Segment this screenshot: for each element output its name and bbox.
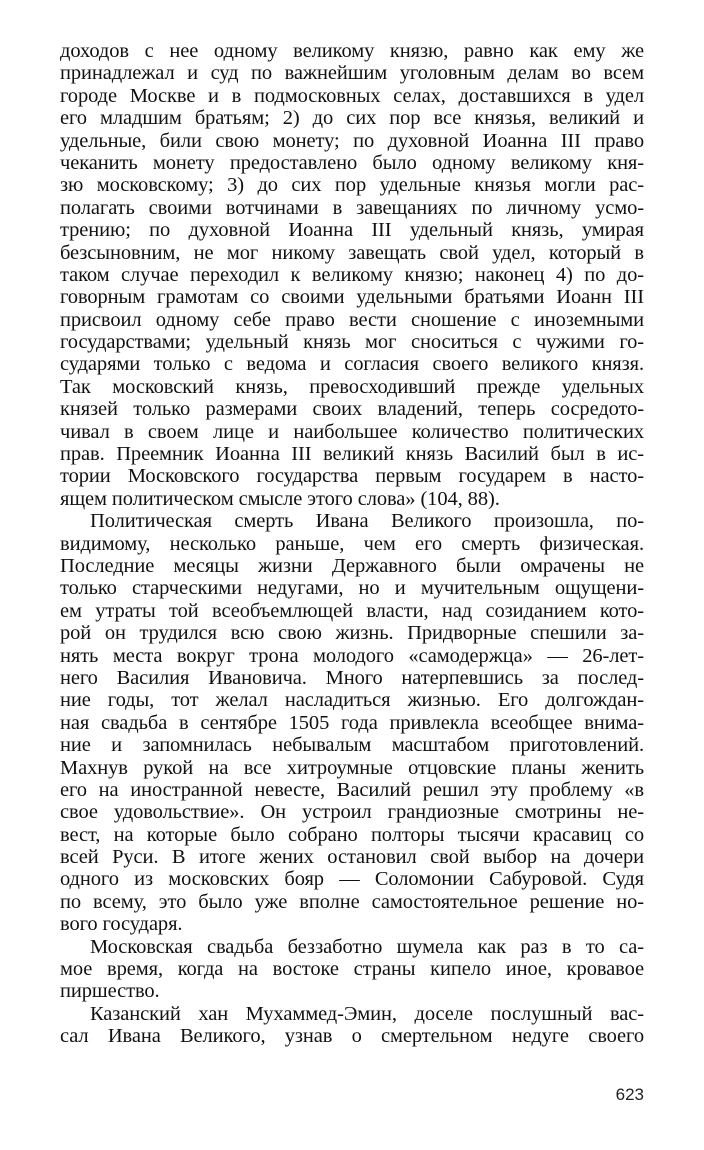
text-line: удельные, били свою монету; по духовной Иоанна III право bbox=[60, 129, 644, 152]
text-line: говорным грамотам со своими удельными братьями Иоанн III bbox=[60, 286, 644, 309]
text-line: полагать своими вотчинами в завещаниях по личному усмо- bbox=[60, 196, 644, 219]
text-line: ящем политическом смысле этого слова» (104, 88). bbox=[60, 487, 500, 510]
text-line: видимому, несколько раньше, чем его смерть физическая. bbox=[60, 532, 644, 555]
text-line: ная свадьба в сентябре 1505 года привлекла всеобщее внима- bbox=[60, 711, 644, 734]
text-line: него Василия Ивановича. Много натерпевшись за послед- bbox=[60, 666, 644, 689]
text-line: Московская свадьба беззаботно шумела как раз в то са- bbox=[90, 935, 644, 958]
text-line: свое удовольствие». Он устроил грандиозные смотрины не- bbox=[60, 801, 644, 824]
text-line: сал Ивана Великого, узнав о смертельном недуге своего bbox=[60, 1025, 644, 1048]
text-line: ние и запомнилась небывалым масштабом приготовлений. bbox=[60, 734, 644, 757]
text-line: нять места вокруг трона молодого «самодержца» — 26-лет- bbox=[60, 644, 644, 667]
text-line: всей Руси. В итоге жених остановил свой выбор на дочери bbox=[60, 846, 644, 869]
text-line: князей только размерами своих владений, теперь сосредото- bbox=[60, 398, 644, 421]
text-line: пиршество. bbox=[60, 980, 160, 1003]
text-line: Так московский князь, превосходивший прежде удельных bbox=[60, 375, 644, 398]
text-line: его младшим братьям; 2) до сих пор все князья, великий и bbox=[60, 107, 644, 130]
text-line: чивал в своем лице и наибольшее количество политических bbox=[60, 420, 644, 443]
text-line: рой он трудился всю свою жизнь. Придворные спешили за- bbox=[60, 622, 644, 645]
text-line: Политическая смерть Ивана Великого произошла, по- bbox=[90, 510, 644, 533]
text-line: вест, на которые было собрано полторы тысячи красавиц со bbox=[60, 823, 644, 846]
text-line: доходов с нее одному великому князю, равно как ему же bbox=[60, 40, 644, 62]
text-line: ние годы, тот желал насладиться жизнью. Его долгождан- bbox=[60, 689, 644, 712]
text-line: его на иностранной невесте, Василий решил эту проблему «в bbox=[60, 778, 644, 801]
text-line: таком случае переходил к великому князю; наконец 4) по до- bbox=[60, 263, 644, 286]
text-line: ем утраты той всеобъемлющей власти, над созиданием кото- bbox=[60, 599, 644, 622]
text-block bbox=[60, 40, 644, 1048]
text-line: присвоил одному себе право вести сношение с иноземными bbox=[60, 308, 644, 331]
text-line: сударями только с ведома и согласия своего великого князя. bbox=[60, 353, 644, 376]
text-line: только старческими недугами, но и мучительным ощущени- bbox=[60, 577, 644, 600]
text-line: мое время, когда на востоке страны кипело иное, кровавое bbox=[60, 958, 644, 981]
text-line: Махнув рукой на все хитроумные отцовские планы женить bbox=[60, 756, 644, 779]
text-line: принадлежал и суд по важнейшим уголовным делам во всем bbox=[60, 62, 644, 85]
text-line: одного из московских бояр — Соломонии Сабуровой. Судя bbox=[60, 868, 644, 891]
text-line: чеканить монету предоставлено было одному великому кня- bbox=[60, 151, 644, 174]
text-line: зю московскому; 3) до сих пор удельные князья могли рас- bbox=[60, 174, 644, 197]
page-number: 623 bbox=[615, 1085, 644, 1104]
text-line: Казанский хан Мухаммед-Эмин, доселе послушный вас- bbox=[90, 1002, 644, 1025]
text-line: Последние месяцы жизни Державного были омрачены не bbox=[60, 554, 644, 577]
text-line: по всему, это было уже вполне самостоятельное решение но- bbox=[60, 890, 644, 913]
text-line: вого государя. bbox=[60, 913, 183, 936]
text-line: трению; по духовной Иоанна III удельный князь, умирая bbox=[60, 219, 644, 242]
text-line: городе Москве и в подмосковных селах, доставшихся в удел bbox=[60, 84, 644, 107]
text-line: тории Московского государства первым государем в насто- bbox=[60, 465, 644, 488]
text-line: государствами; удельный князь мог сноситься с чужими го- bbox=[60, 331, 644, 354]
text-line: прав. Преемник Иоанна III великий князь Василий был в ис- bbox=[60, 443, 644, 466]
text-line: безсыновним, не мог никому завещать свой удел, который в bbox=[60, 241, 644, 264]
